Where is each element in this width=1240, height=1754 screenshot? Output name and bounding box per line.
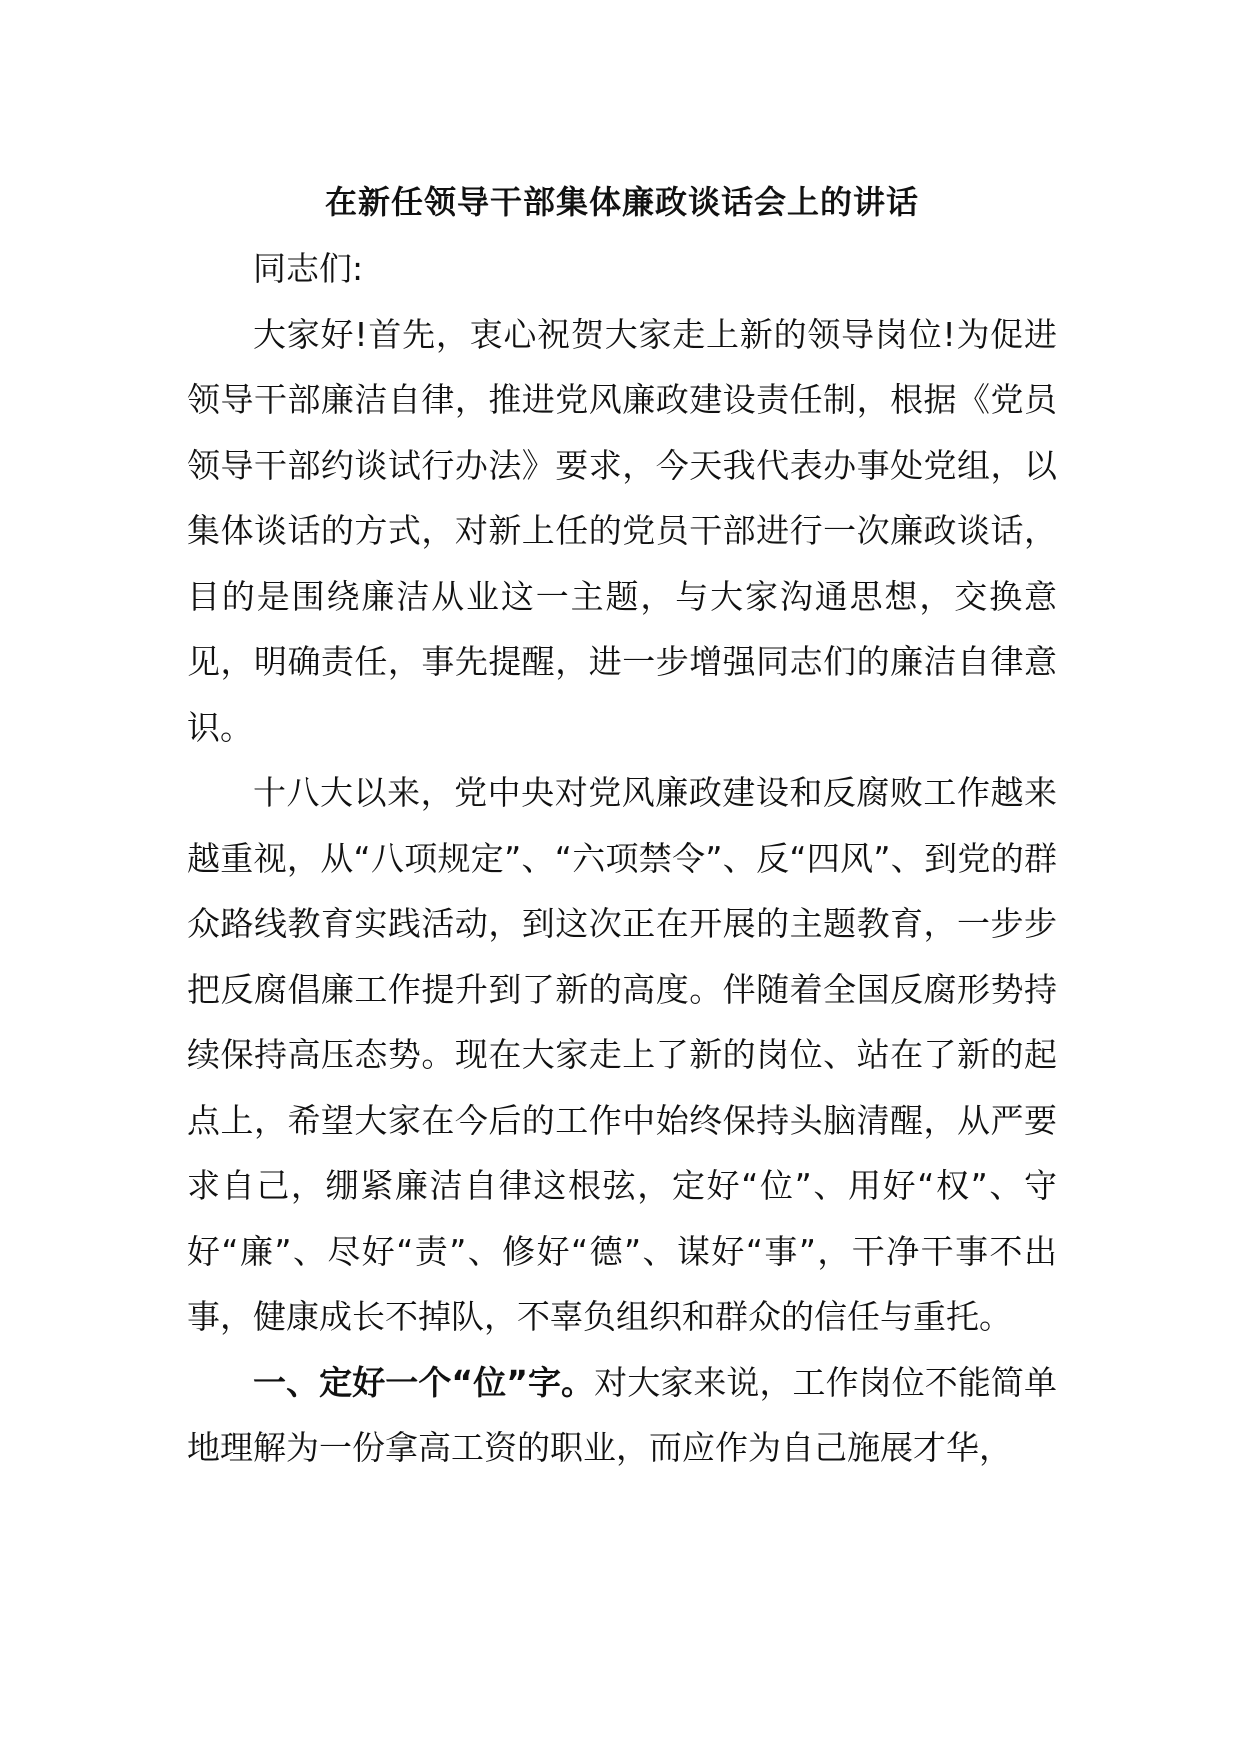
paragraph-intro: 大家好!首先，衷心祝贺大家走上新的领导岗位!为促进领导干部廉洁自律，推进党风廉政建设责任制，根据《党员领导干部约谈试行办法》要求，今天我代表办事处党组，以集体谈话的方式，对新上任的党员干部进行一次廉政谈话，目的是围绕廉洁从业这一主题，与大家沟通思想，交换意见，明确责任，事先提醒，进一步增强同志们的廉洁自律意识。 (187, 314, 1057, 747)
greeting-paragraph: 同志们: (253, 249, 364, 288)
document-page (187, 176, 1057, 1481)
paragraph-section-one (187, 1350, 1057, 1481)
paragraph-background: 十八大以来，党中央对党风廉政建设和反腐败工作越来越重视，从“八项规定”、“六项禁令”、反“四风”、到党的群众路线教育实践活动，到这次正在开展的主题教育，一步步把反腐倡廉工作提升到了新的高度。伴随着全国反腐形势持续保持高压态势。现在大家走上了新的岗位、站在了新的起点上，希望大家在今后的工作中始终保持头脑清醒，从严要求自己，绷紧廉洁自律这根弦，定好“位”、用好“权”、守好“廉”、尽好“责”、修好“德”、谋好“事”，干净干事不出事，健康成长不掉队，不辜负组织和群众的信任与重托。 (187, 773, 1057, 1336)
section-one-heading: 一、定好一个“位”字。 (253, 1362, 595, 1402)
document-title: 在新任领导干部集体廉政谈话会上的讲话 (324, 183, 919, 221)
section-one-body: 对大家来说，工作岗位不能简单地理解为一份拿高工资的职业，而应作为自己施展才华， (187, 1362, 1057, 1467)
